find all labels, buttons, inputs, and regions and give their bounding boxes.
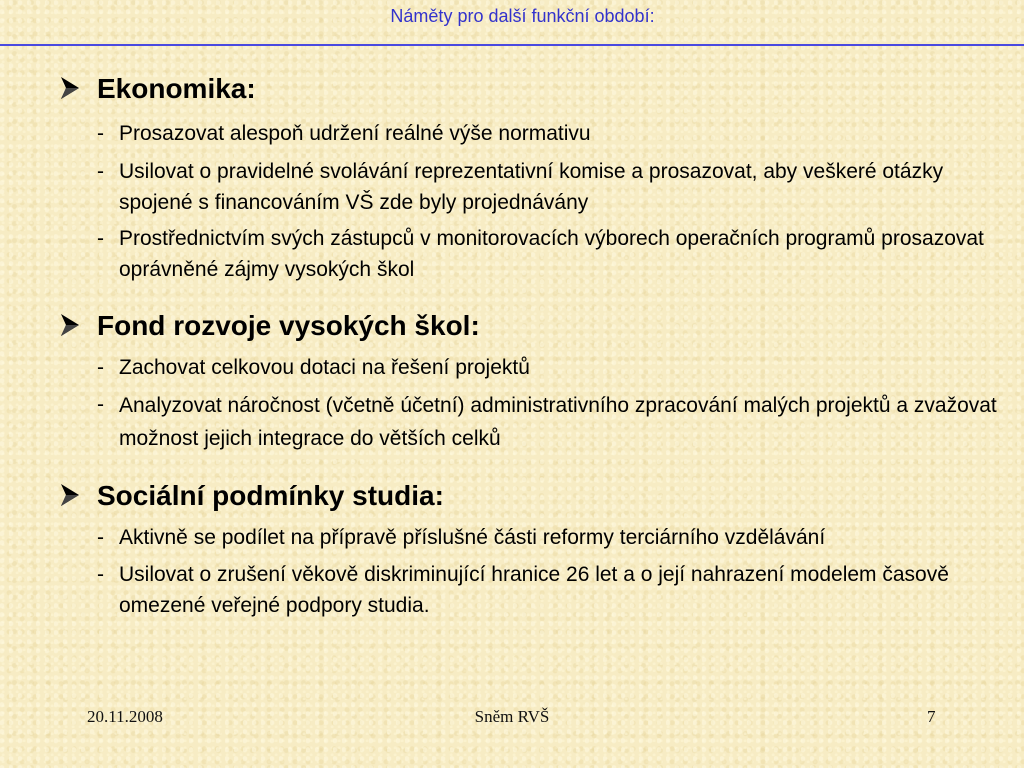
- dash-bullet: -: [97, 122, 104, 145]
- arrow-bullet-icon: [59, 75, 81, 101]
- list-item-text: Prostřednictvím svých zástupců v monitorovacích výborech operačních programů prosazovat oprávněné zájmy vysokých škol: [119, 227, 984, 281]
- dash-bullet: -: [97, 227, 104, 250]
- list-item-text: Aktivně se podílet na přípravě příslušné části reformy terciárního vzdělávání: [119, 526, 826, 549]
- dash-bullet: -: [97, 160, 104, 183]
- dash-bullet: -: [97, 393, 104, 416]
- section-heading: Sociální podmínky studia:: [97, 480, 444, 511]
- arrow-bullet-icon: [59, 482, 81, 508]
- list-item-text: Usilovat o zrušení věkově diskriminující hranice 26 let a o její nahrazení modelem časově omezené veřejné podpory studia.: [119, 563, 949, 617]
- section-heading: Fond rozvoje vysokých škol:: [97, 310, 480, 341]
- section-heading: Ekonomika:: [97, 73, 256, 104]
- dash-bullet: -: [97, 563, 104, 586]
- list-item-text: Usilovat o pravidelné svolávání reprezentativní komise a prosazovat, aby veškeré otázky spojené s financováním VŠ zde byly projednávány: [119, 160, 944, 214]
- list-item-text: Zachovat celkovou dotaci na řešení projektů: [119, 356, 530, 379]
- arrow-bullet-icon: [59, 312, 81, 338]
- slide-title: Náměty pro další funkční období:: [390, 6, 655, 26]
- page-number: 7: [927, 707, 936, 726]
- dash-bullet: -: [97, 356, 104, 379]
- footer-date: 20.11.2008: [87, 707, 163, 726]
- list-item-text: Analyzovat náročnost (včetně účetní) administrativního zpracování malých projektů a zvažovat možnost jejich integrace do větších celků: [119, 394, 997, 450]
- dash-bullet: -: [97, 526, 104, 549]
- footer-center-text: Sněm RVŠ: [474, 707, 550, 726]
- list-item-text: Prosazovat alespoň udržení reálné výše normativu: [119, 122, 591, 145]
